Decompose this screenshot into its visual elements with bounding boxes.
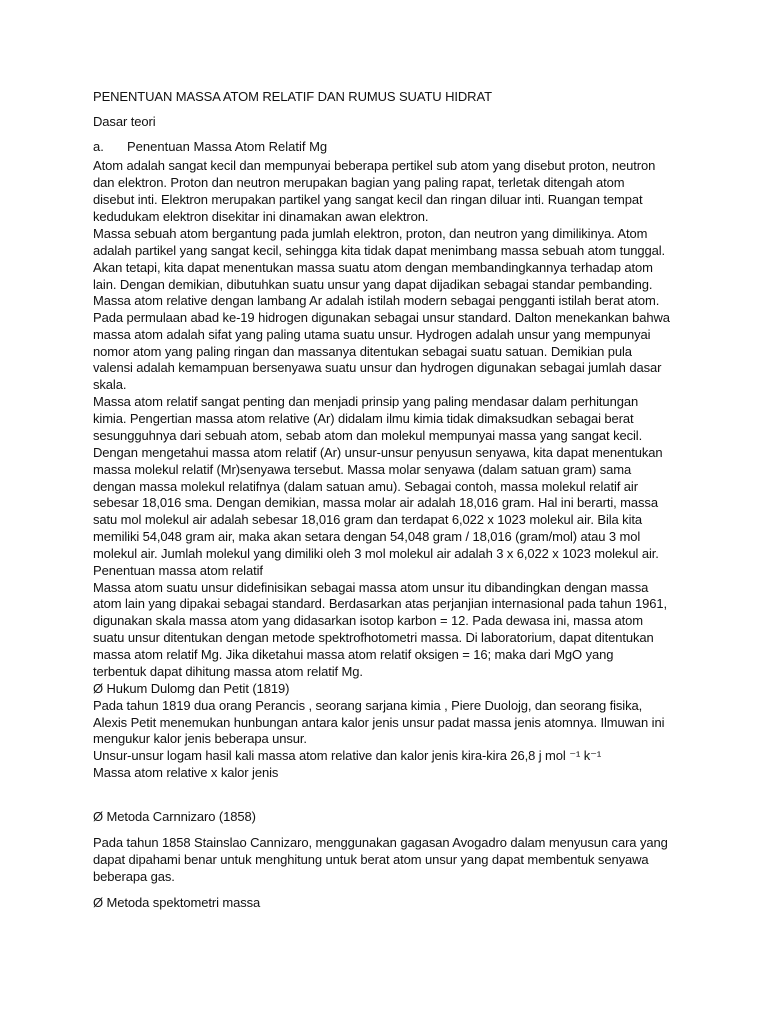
text-line: nomor atom yang paling ringan dan massanya ditentukan sebagai suatu satuan. Demikian pula — [93, 344, 632, 359]
text-line: Massa sebuah atom bergantung pada jumlah elektron, proton, dan neutron yang dimilikinya. Atom — [93, 226, 648, 241]
text-line: terbentuk dapat dihitung massa atom relatif Mg. — [93, 664, 363, 679]
text-line: sesungguhnya dari sebuah atom, sebab atom dan molekul mempunyai massa yang sangat kecil. — [93, 428, 643, 443]
text-line: Alexis Petit menemukan hunbungan antara kalor jenis unsur padat massa jenis atomnya. Ilmuwan ini — [93, 715, 665, 730]
text-line: skala. — [93, 377, 127, 392]
text-line: Pada permulaan abad ke-19 hidrogen digunakan sebagai unsur standard. Dalton menekankan bahwa — [93, 310, 670, 325]
text-line: kedudukam elektron disekitar ini dinamakan awan elektron. — [93, 209, 429, 224]
text-line: disebut inti. Elektron merupakan partikel yang sangat kecil dan ringan diluar inti. Ruangan tempat — [93, 192, 643, 207]
document-title: PENENTUAN MASSA ATOM RELATIF DAN RUMUS SUATU HIDRAT — [93, 89, 492, 104]
section-heading: Dasar teori — [93, 114, 156, 129]
text-line: Pada tahun 1819 dua orang Perancis , seorang sarjana kimia , Piere Duolojg, dan seorang fisika, — [93, 698, 643, 713]
text-line: dapat dipahami benar untuk menghitung untuk berat atom unsur yang dapat membentuk senyawa — [93, 852, 649, 867]
bullet-heading: Ø Metoda Carnnizaro (1858) — [93, 809, 256, 824]
text-line: dengan massa molekul relatifnya (dalam satuan amu). Sebagai contoh, massa molekul relatif air — [93, 479, 638, 494]
text-line: sebesar 18,016 sma. Dengan demikian, massa molar air adalah 18,016 gram. Hal ini berarti, massa — [93, 495, 658, 510]
bullet-heading: Ø Hukum Dulomg dan Petit (1819) — [93, 681, 290, 696]
text-line: Atom adalah sangat kecil dan mempunyai beberapa pertikel sub atom yang disebut proton, neutron — [93, 158, 656, 173]
text-line: Pada tahun 1858 Stainslao Cannizaro, menggunakan gagasan Avogadro dalam menyusun cara yang — [93, 835, 668, 850]
text-line: lain. Dengan demikian, dibutuhkan suatu unsur yang dapat dijadikan sebagai standar pembanding. — [93, 277, 653, 292]
text-line: suatu unsur ditentukan dengan metode spektrofhotometri massa. Di laboratorium, dapat ditentukan — [93, 630, 654, 645]
text-line: Massa atom suatu unsur didefinisikan sebagai massa atom unsur itu dibandingkan dengan massa — [93, 580, 649, 595]
list-marker: a. — [93, 139, 104, 154]
text-line: mengukur kalor jenis beberapa unsur. — [93, 731, 307, 746]
text-line: massa atom relatif Mg. Jika diketahui massa atom relatif oksigen = 16; maka dari MgO yang — [93, 647, 614, 662]
text-line: adalah partikel yang sangat kecil, sehingga kita tidak dapat menimbang massa sebuah atom tunggal. — [93, 243, 666, 258]
subsection-heading — [93, 139, 327, 155]
text-line: Massa atom relative dengan lambang Ar adalah istilah modern sebagai pengganti istilah berat atom. — [93, 293, 660, 308]
text-line: Massa atom relative x kalor jenis — [93, 765, 279, 780]
text-line: molekul air. Jumlah molekul yang dimiliki oleh 3 mol molekul air adalah 3 x 6,022 x 1023 molekul air. — [93, 546, 659, 561]
text-line: valensi adalah kemampuan bersenyawa suatu unsur dan hydrogen digunakan sebagai jumlah dasar — [93, 360, 662, 375]
text-line: memiliki 54,048 gram air, maka akan setara dengan 54,048 gram / 18,016 (gram/mol) atau 3 mol — [93, 529, 641, 544]
bullet-heading: Ø Metoda spektometri massa — [93, 895, 261, 910]
text-line: massa atom adalah sifat yang paling utama suatu unsur. Hydrogen adalah unsur yang mempunyai — [93, 327, 651, 342]
text-line: atom lain yang dipakai sebagai standard. Berdasarkan atas perjanjian internasional pada tahun 1961, — [93, 596, 668, 611]
text-line: kimia. Pengertian massa atom relative (Ar) didalam ilmu kimia tidak dimaksudkan sebagai berat — [93, 411, 634, 426]
text-line: beberapa gas. — [93, 869, 175, 884]
subsection-label: Penentuan Massa Atom Relatif Mg — [127, 139, 328, 154]
text-line: Akan tetapi, kita dapat menentukan massa suatu atom dengan membandingkannya terhadap atom — [93, 260, 653, 275]
text-line: Dengan mengetahui massa atom relatif (Ar) unsur-unsur penyusun senyawa, kita dapat menentukan — [93, 445, 663, 460]
text-line: satu mol molekul air adalah sebesar 18,016 gram dan terdapat 6,022 x 1023 molekul air. Bila kita — [93, 512, 643, 527]
text-line: digunakan skala massa atom yang didasarkan isotop karbon = 12. Pada dewasa ini, massa atom — [93, 613, 643, 628]
text-line: dan elektron. Proton dan neutron merupakan bagian yang paling rapat, terletak ditengah atom — [93, 175, 625, 190]
text-line: massa molekul relatif (Mr)senyawa tersebut. Massa molar senyawa (dalam satuan gram) sama — [93, 462, 632, 477]
subheading-line: Penentuan massa atom relatif — [93, 563, 263, 578]
text-line: Unsur-unsur logam hasil kali massa atom relative dan kalor jenis kira-kira 26,8 j mol ⁻¹ k⁻¹ — [93, 748, 602, 763]
text-line: Massa atom relatif sangat penting dan menjadi prinsip yang paling mendasar dalam perhitungan — [93, 394, 639, 409]
